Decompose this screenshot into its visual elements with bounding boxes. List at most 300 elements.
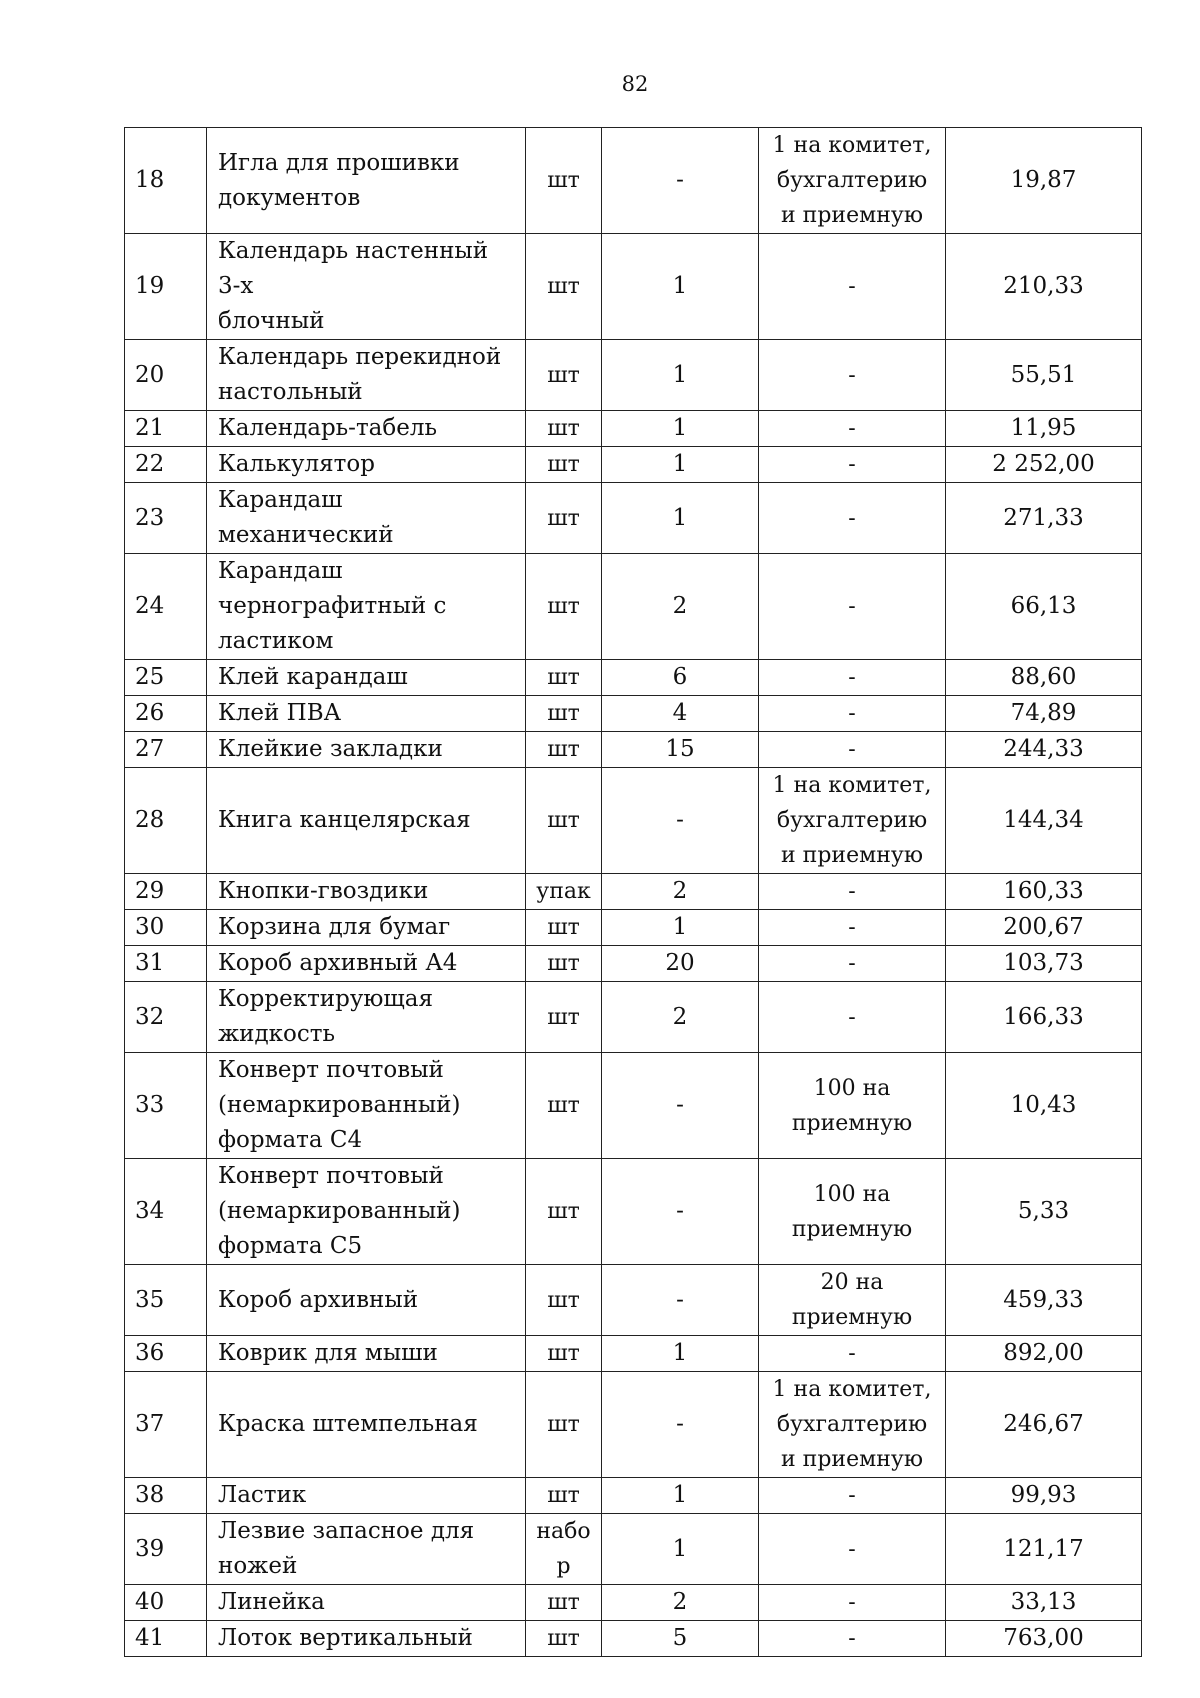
item-name: Клейкие закладки xyxy=(218,736,443,762)
unit-of-measure-cell xyxy=(526,1053,602,1159)
unit-of-measure: шт xyxy=(547,362,580,388)
allocation-note-cell xyxy=(759,874,946,910)
unit-price: 244,33 xyxy=(1003,736,1084,762)
allocation-note-cell xyxy=(759,768,946,874)
allocation-note: - xyxy=(848,951,856,976)
row-number: 31 xyxy=(135,950,165,976)
quantity: 1 xyxy=(672,361,688,388)
table-row xyxy=(125,1514,1142,1585)
table-row xyxy=(125,1159,1142,1265)
item-name: Игла для прошивки документов xyxy=(218,149,460,211)
quantity: 1 xyxy=(672,1535,688,1562)
table-row xyxy=(125,660,1142,696)
unit-of-measure: шт xyxy=(547,1626,580,1651)
row-number-cell xyxy=(125,554,207,660)
row-number-cell xyxy=(125,1159,207,1265)
item-name-cell xyxy=(207,1372,526,1478)
table-row xyxy=(125,1372,1142,1478)
allocation-note: - xyxy=(848,701,856,726)
unit-of-measure-cell xyxy=(526,1159,602,1265)
allocation-note-cell xyxy=(759,696,946,732)
allocation-note-cell xyxy=(759,982,946,1053)
row-number: 25 xyxy=(135,664,165,690)
row-number: 29 xyxy=(135,878,165,904)
quantity: - xyxy=(676,1411,684,1437)
table-body xyxy=(125,128,1142,1657)
quantity-cell xyxy=(602,1478,759,1514)
table-row xyxy=(125,768,1142,874)
quantity-cell xyxy=(602,340,759,411)
allocation-note-cell xyxy=(759,1514,946,1585)
table-row xyxy=(125,982,1142,1053)
quantity: - xyxy=(676,1198,684,1224)
row-number: 26 xyxy=(135,700,165,726)
quantity: 1 xyxy=(672,451,688,477)
unit-price: 246,67 xyxy=(1003,1411,1084,1437)
unit-price: 55,51 xyxy=(1010,361,1077,388)
quantity-cell xyxy=(602,128,759,234)
item-name: Калькулятор xyxy=(218,451,375,477)
unit-price-cell xyxy=(946,1514,1142,1585)
row-number: 33 xyxy=(135,1092,165,1118)
quantity-cell xyxy=(602,732,759,768)
unit-of-measure: шт xyxy=(547,808,580,833)
table-row xyxy=(125,411,1142,447)
unit-of-measure-cell xyxy=(526,982,602,1053)
unit-of-measure: шт xyxy=(547,1093,580,1118)
quantity: 1 xyxy=(672,273,688,299)
unit-price: 99,93 xyxy=(1010,1482,1077,1508)
allocation-note: 1 на комитет, бухгалтерию и приемную xyxy=(772,773,932,868)
unit-of-measure: шт xyxy=(547,665,580,690)
row-number: 22 xyxy=(135,451,165,477)
unit-of-measure-cell xyxy=(526,1478,602,1514)
unit-of-measure-cell xyxy=(526,910,602,946)
quantity-cell xyxy=(602,874,759,910)
row-number: 19 xyxy=(135,273,165,299)
unit-price: 103,73 xyxy=(1003,950,1084,976)
allocation-note-cell xyxy=(759,1478,946,1514)
quantity-cell xyxy=(602,660,759,696)
row-number: 28 xyxy=(135,807,165,833)
allocation-note: - xyxy=(848,1626,856,1651)
item-name: Конверт почтовый (немаркированный) формата С5 xyxy=(218,1163,461,1259)
row-number-cell xyxy=(125,1621,207,1657)
allocation-note-cell xyxy=(759,554,946,660)
unit-of-measure-cell xyxy=(526,660,602,696)
unit-of-measure-cell xyxy=(526,1621,602,1657)
item-name-cell xyxy=(207,1053,526,1159)
row-number: 30 xyxy=(135,914,165,940)
unit-price-cell xyxy=(946,874,1142,910)
item-name-cell xyxy=(207,732,526,768)
item-name: Кнопки-гвоздики xyxy=(218,878,429,904)
unit-of-measure: шт xyxy=(547,1483,580,1508)
unit-of-measure-cell xyxy=(526,1336,602,1372)
allocation-note-cell xyxy=(759,411,946,447)
unit-of-measure-cell xyxy=(526,1514,602,1585)
quantity-cell xyxy=(602,411,759,447)
allocation-note: - xyxy=(848,737,856,762)
allocation-note: - xyxy=(848,1536,856,1562)
unit-price-cell xyxy=(946,660,1142,696)
quantity: - xyxy=(676,167,684,193)
row-number-cell xyxy=(125,1514,207,1585)
unit-price-cell xyxy=(946,554,1142,660)
table-row xyxy=(125,1621,1142,1657)
allocation-note: - xyxy=(848,362,856,388)
allocation-note: - xyxy=(848,915,856,940)
row-number-cell xyxy=(125,874,207,910)
item-name-cell xyxy=(207,554,526,660)
unit-price: 19,87 xyxy=(1010,167,1077,193)
allocation-note-cell xyxy=(759,946,946,982)
unit-price: 459,33 xyxy=(1003,1286,1084,1313)
unit-of-measure-cell xyxy=(526,234,602,340)
row-number: 38 xyxy=(135,1482,165,1508)
unit-price: 892,00 xyxy=(1003,1340,1084,1366)
table-row xyxy=(125,874,1142,910)
unit-price-cell xyxy=(946,447,1142,483)
quantity: 2 xyxy=(672,593,688,619)
item-name-cell xyxy=(207,411,526,447)
allocation-note: 20 на приемную xyxy=(791,1270,913,1330)
item-name: Карандаш чернографитный с ластиком xyxy=(218,558,447,654)
unit-price-cell xyxy=(946,732,1142,768)
row-number-cell xyxy=(125,340,207,411)
allocation-note-cell xyxy=(759,234,946,340)
unit-of-measure: шт xyxy=(547,915,580,940)
unit-of-measure: шт xyxy=(547,168,580,193)
table-row xyxy=(125,128,1142,234)
item-name: Лезвие запасное для ножей xyxy=(218,1518,475,1579)
row-number: 41 xyxy=(135,1625,165,1651)
unit-of-measure-cell xyxy=(526,483,602,554)
table-row xyxy=(125,732,1142,768)
quantity-cell xyxy=(602,234,759,340)
allocation-note-cell xyxy=(759,447,946,483)
allocation-note: 1 на комитет, бухгалтерию и приемную xyxy=(772,1377,932,1472)
allocation-note-cell xyxy=(759,732,946,768)
row-number: 40 xyxy=(135,1589,165,1615)
table-row xyxy=(125,1585,1142,1621)
allocation-note: - xyxy=(848,879,856,904)
table-row xyxy=(125,696,1142,732)
allocation-note: - xyxy=(848,1004,856,1030)
allocation-note-cell xyxy=(759,1053,946,1159)
quantity: 20 xyxy=(665,950,695,976)
table-row xyxy=(125,447,1142,483)
item-name-cell xyxy=(207,1336,526,1372)
row-number-cell xyxy=(125,1585,207,1621)
allocation-note-cell xyxy=(759,1159,946,1265)
quantity: 2 xyxy=(672,1003,688,1030)
quantity-cell xyxy=(602,554,759,660)
quantity-cell xyxy=(602,1585,759,1621)
unit-of-measure-cell xyxy=(526,732,602,768)
item-name-cell xyxy=(207,1478,526,1514)
unit-price-cell xyxy=(946,1159,1142,1265)
unit-of-measure-cell xyxy=(526,411,602,447)
quantity: 1 xyxy=(672,415,688,441)
quantity: 5 xyxy=(672,1625,688,1651)
unit-price-cell xyxy=(946,340,1142,411)
table-row xyxy=(125,340,1142,411)
unit-price-cell xyxy=(946,982,1142,1053)
item-name-cell xyxy=(207,660,526,696)
unit-price-cell xyxy=(946,1621,1142,1657)
item-name: Линейка xyxy=(218,1589,325,1615)
item-name: Краска штемпельная xyxy=(218,1411,478,1437)
item-name-cell xyxy=(207,234,526,340)
allocation-note: - xyxy=(848,416,856,441)
row-number-cell xyxy=(125,234,207,340)
unit-of-measure: шт xyxy=(547,274,580,299)
item-name-cell xyxy=(207,447,526,483)
unit-price: 33,13 xyxy=(1010,1589,1077,1615)
item-name: Календарь настенный 3-х блочный xyxy=(218,238,489,334)
unit-of-measure: шт xyxy=(547,1590,580,1615)
item-name: Короб архивный xyxy=(218,1286,419,1313)
row-number: 39 xyxy=(135,1535,165,1562)
table-row xyxy=(125,1265,1142,1336)
unit-price-cell xyxy=(946,1478,1142,1514)
unit-of-measure: шт xyxy=(547,951,580,976)
allocation-note-cell xyxy=(759,660,946,696)
item-name: Календарь-табель xyxy=(218,415,437,441)
allocation-note-cell xyxy=(759,1621,946,1657)
unit-price-cell xyxy=(946,1585,1142,1621)
unit-price-cell xyxy=(946,768,1142,874)
item-name: Карандаш механический xyxy=(218,487,394,548)
unit-of-measure-cell xyxy=(526,946,602,982)
row-number-cell xyxy=(125,447,207,483)
row-number: 35 xyxy=(135,1286,165,1313)
unit-of-measure-cell xyxy=(526,1265,602,1336)
quantity-cell xyxy=(602,946,759,982)
row-number-cell xyxy=(125,696,207,732)
item-name-cell xyxy=(207,874,526,910)
row-number: 18 xyxy=(135,167,165,193)
item-name: Лоток вертикальный xyxy=(218,1625,473,1651)
quantity: 6 xyxy=(672,664,688,690)
table-row xyxy=(125,946,1142,982)
row-number-cell xyxy=(125,946,207,982)
allocation-note: - xyxy=(848,1590,856,1615)
table-row xyxy=(125,1478,1142,1514)
item-name-cell xyxy=(207,982,526,1053)
quantity-cell xyxy=(602,447,759,483)
quantity: 4 xyxy=(672,700,688,726)
table-row xyxy=(125,1053,1142,1159)
unit-of-measure: шт xyxy=(547,737,580,762)
unit-of-measure-cell xyxy=(526,874,602,910)
unit-of-measure-cell xyxy=(526,447,602,483)
quantity-cell xyxy=(602,1159,759,1265)
item-name: Календарь перекидной настольный xyxy=(218,344,502,405)
unit-of-measure-cell xyxy=(526,554,602,660)
quantity: 2 xyxy=(672,878,688,904)
item-name-cell xyxy=(207,696,526,732)
table-row xyxy=(125,554,1142,660)
item-name-cell xyxy=(207,910,526,946)
unit-of-measure: шт xyxy=(547,1287,580,1313)
allocation-note-cell xyxy=(759,128,946,234)
unit-price: 88,60 xyxy=(1010,664,1077,690)
unit-of-measure-cell xyxy=(526,768,602,874)
unit-price-cell xyxy=(946,234,1142,340)
row-number: 32 xyxy=(135,1003,165,1030)
unit-price-cell xyxy=(946,1053,1142,1159)
unit-of-measure-cell xyxy=(526,1372,602,1478)
row-number-cell xyxy=(125,1053,207,1159)
quantity: - xyxy=(676,807,684,833)
quantity: - xyxy=(676,1286,684,1313)
item-name: Короб архивный А4 xyxy=(218,950,458,976)
unit-of-measure: шт xyxy=(547,1004,580,1030)
quantity-cell xyxy=(602,982,759,1053)
unit-price: 200,67 xyxy=(1003,914,1084,940)
allocation-note: - xyxy=(848,505,856,531)
row-number-cell xyxy=(125,128,207,234)
table-row xyxy=(125,1336,1142,1372)
allocation-note-cell xyxy=(759,1372,946,1478)
allocation-note-cell xyxy=(759,1336,946,1372)
quantity: - xyxy=(676,1092,684,1118)
unit-of-measure-cell xyxy=(526,1585,602,1621)
allocation-note: - xyxy=(848,452,856,477)
quantity-cell xyxy=(602,1621,759,1657)
unit-of-measure: шт xyxy=(547,1412,580,1437)
unit-price-cell xyxy=(946,1372,1142,1478)
item-name-cell xyxy=(207,1265,526,1336)
unit-price: 763,00 xyxy=(1003,1625,1084,1651)
quantity-cell xyxy=(602,768,759,874)
allocation-note: - xyxy=(848,274,856,299)
item-name-cell xyxy=(207,128,526,234)
quantity-cell xyxy=(602,1336,759,1372)
quantity-cell xyxy=(602,483,759,554)
row-number-cell xyxy=(125,1336,207,1372)
quantity: 1 xyxy=(672,914,688,940)
item-name-cell xyxy=(207,1514,526,1585)
unit-price: 10,43 xyxy=(1010,1092,1077,1118)
row-number: 27 xyxy=(135,736,165,762)
quantity: 2 xyxy=(672,1589,688,1615)
unit-of-measure: шт xyxy=(547,1341,580,1366)
unit-price: 121,17 xyxy=(1003,1535,1084,1562)
item-name-cell xyxy=(207,340,526,411)
allocation-note: 100 на приемную xyxy=(791,1075,913,1136)
unit-of-measure: набо р xyxy=(536,1519,591,1579)
allocation-note-cell xyxy=(759,1265,946,1336)
item-name-cell xyxy=(207,1585,526,1621)
unit-of-measure: шт xyxy=(547,452,580,477)
unit-price: 66,13 xyxy=(1010,593,1077,619)
quantity-cell xyxy=(602,1053,759,1159)
unit-price-cell xyxy=(946,128,1142,234)
unit-price-cell xyxy=(946,946,1142,982)
unit-price-cell xyxy=(946,1336,1142,1372)
unit-price-cell xyxy=(946,411,1142,447)
unit-of-measure-cell xyxy=(526,128,602,234)
unit-price-cell xyxy=(946,910,1142,946)
row-number: 24 xyxy=(135,593,165,619)
item-name: Конверт почтовый (немаркированный) формата С4 xyxy=(218,1057,461,1153)
quantity-cell xyxy=(602,1265,759,1336)
item-name: Коврик для мыши xyxy=(218,1340,438,1366)
row-number-cell xyxy=(125,768,207,874)
item-name-cell xyxy=(207,1621,526,1657)
item-name: Клей ПВА xyxy=(218,700,342,726)
allocation-note-cell xyxy=(759,910,946,946)
row-number: 23 xyxy=(135,504,165,531)
unit-price: 210,33 xyxy=(1003,273,1084,299)
row-number-cell xyxy=(125,483,207,554)
unit-of-measure: упак xyxy=(536,879,591,904)
item-name-cell xyxy=(207,483,526,554)
table-row xyxy=(125,910,1142,946)
item-name-cell xyxy=(207,946,526,982)
unit-price: 160,33 xyxy=(1003,878,1084,904)
row-number-cell xyxy=(125,1372,207,1478)
row-number-cell xyxy=(125,732,207,768)
allocation-note-cell xyxy=(759,340,946,411)
unit-of-measure-cell xyxy=(526,696,602,732)
allocation-note: - xyxy=(848,1341,856,1366)
row-number-cell xyxy=(125,910,207,946)
unit-price: 5,33 xyxy=(1017,1198,1070,1224)
row-number-cell xyxy=(125,1265,207,1336)
unit-price-cell xyxy=(946,483,1142,554)
unit-price: 144,34 xyxy=(1003,807,1084,833)
unit-of-measure: шт xyxy=(547,701,580,726)
row-number: 21 xyxy=(135,415,165,441)
unit-of-measure: шт xyxy=(547,505,580,531)
item-name-cell xyxy=(207,1159,526,1265)
unit-price: 74,89 xyxy=(1010,700,1077,726)
unit-of-measure: шт xyxy=(547,416,580,441)
row-number: 37 xyxy=(135,1411,165,1437)
unit-price: 271,33 xyxy=(1003,504,1084,531)
quantity-cell xyxy=(602,696,759,732)
quantity: 15 xyxy=(665,736,695,762)
quantity: 1 xyxy=(672,1482,688,1508)
allocation-note: 1 на комитет, бухгалтерию и приемную xyxy=(772,133,932,228)
allocation-note: - xyxy=(848,665,856,690)
page-number: 82 xyxy=(621,72,649,96)
quantity-cell xyxy=(602,1514,759,1585)
item-name: Книга канцелярская xyxy=(218,807,471,833)
item-name: Ластик xyxy=(218,1482,307,1508)
quantity-cell xyxy=(602,1372,759,1478)
row-number: 34 xyxy=(135,1198,165,1224)
allocation-note: 100 на приемную xyxy=(791,1181,913,1242)
unit-of-measure: шт xyxy=(547,1199,580,1224)
quantity: 1 xyxy=(672,1340,688,1366)
row-number: 36 xyxy=(135,1340,165,1366)
unit-price: 2 252,00 xyxy=(992,451,1095,477)
item-name: Клей карандаш xyxy=(218,664,408,690)
unit-price-cell xyxy=(946,696,1142,732)
table-row xyxy=(125,234,1142,340)
item-name: Корректирующая жидкость xyxy=(218,986,434,1047)
supplies-table xyxy=(124,127,1142,1657)
row-number-cell xyxy=(125,660,207,696)
allocation-note-cell xyxy=(759,1585,946,1621)
unit-of-measure-cell xyxy=(526,340,602,411)
row-number-cell xyxy=(125,411,207,447)
